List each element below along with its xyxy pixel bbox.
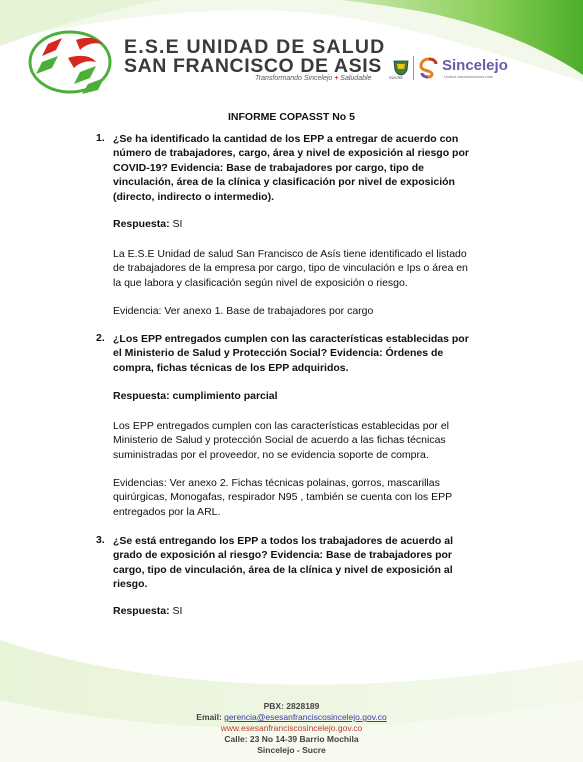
paragraph-line: de trabajadores de la empresa por cargo, tipo de vinculación e Ips o área en <box>113 262 468 275</box>
footer-website-link[interactable]: www.esesanfranciscosincelejo.gov.co <box>220 723 363 733</box>
department-seal-icon <box>392 58 410 76</box>
paragraph-line: Ministerio de Salud y protección Social de acuerdo a las fichas técnicas <box>113 434 446 447</box>
footer-address: Calle: 23 No 14-39 Barrio Mochila <box>224 734 359 744</box>
question-line: riesgo. <box>113 578 148 591</box>
answer-label: Respuesta: <box>113 605 170 617</box>
paragraph-line: Evidencia: Ver anexo 1. Base de trabajadores por cargo <box>113 305 374 317</box>
answer-label: Respuesta: <box>113 218 170 230</box>
org-logo-icon <box>28 28 116 96</box>
answer-1 <box>113 218 182 230</box>
answer-2-paragraph <box>113 419 504 462</box>
sincelejo-logo-icon <box>418 57 440 79</box>
answer-value: SI <box>169 605 183 617</box>
paragraph-line: quirúrgicas, Monogafas, respirador N95 , también se cuenta con los EPP <box>113 491 453 504</box>
question-line: ¿Se ha identificado la cantidad de los EPP a entregar de acuerdo con <box>113 133 459 145</box>
question-3-text <box>113 534 504 592</box>
org-name-line1: E.S.E UNIDAD DE SALUD <box>124 36 386 58</box>
org-tagline <box>255 75 371 82</box>
footer-email-link[interactable]: gerencia@esesanfranciscosincelejo.gov.co <box>224 712 387 722</box>
footer-pbx: PBX: 2828189 <box>263 701 320 711</box>
report-title: INFORME COPASST No 5 <box>228 111 355 123</box>
question-line: COVID-19? Evidencia: Base de trabajadores por cargo, tipo de <box>113 161 425 174</box>
paragraph-line: suministradas por el proveedor, no se evidencia soporte de compra. <box>113 448 429 461</box>
paragraph-line: Los EPP entregados cumplen con las características establecidas por el <box>113 420 449 432</box>
answer-1-evidence <box>113 304 504 318</box>
tagline-suffix: Saludable <box>338 75 372 82</box>
paragraph-line: La E.S.E Unidad de salud San Francisco de Asís tiene identificado el listado <box>113 248 467 260</box>
city-tagline: Unidos transformamos más <box>444 74 493 79</box>
question-2-text <box>113 332 504 375</box>
question-line: el Ministerio de Salud y Protección Social? Evidencia: Órdenes de <box>113 347 444 360</box>
footer-email <box>0 712 583 722</box>
footer-web <box>0 723 583 733</box>
paragraph-line: entregados por la ARL. <box>113 505 221 518</box>
answer-label: Respuesta: cumplimiento parcial <box>113 390 278 402</box>
question-line: ¿Los EPP entregados cumplen con las características establecidas por <box>113 333 469 345</box>
seal-caption: SUCRE <box>389 75 404 80</box>
paragraph-line: la que labora y clasificación según nivel de exposición o riesgo. <box>113 276 408 289</box>
question-line: (directo, indirecto o intermedio). <box>113 190 275 203</box>
header-divider <box>413 56 414 80</box>
footer-city: Sincelejo - Sucre <box>257 745 326 755</box>
question-number: 2. <box>96 332 105 344</box>
answer-3 <box>113 605 182 617</box>
footer-email-label: Email: <box>196 712 225 722</box>
tagline-plus: + <box>334 75 339 82</box>
question-number: 1. <box>96 132 105 144</box>
tagline-prefix: Transformando Sincelejo <box>255 75 335 82</box>
question-number: 3. <box>96 534 105 546</box>
answer-value: SI <box>169 218 183 230</box>
org-name-line2: SAN FRANCISCO DE ASIS <box>124 55 382 77</box>
question-1-text <box>113 132 504 204</box>
question-line: número de trabajadores, cargo, área y nivel de exposición al riesgo por <box>113 147 469 160</box>
paragraph-line: Evidencias: Ver anexo 2. Fichas técnicas polainas, gorros, mascarillas <box>113 477 440 489</box>
city-name: Sincelejo <box>442 57 508 74</box>
question-line: ¿Se está entregando los EPP a todos los trabajadores de acuerdo al <box>113 535 453 547</box>
answer-1-paragraph <box>113 247 504 290</box>
question-line: grado de exposición al riesgo? Evidencia: Base de trabajadores por <box>113 549 453 562</box>
question-line: compra, fichas técnicas de los EPP adquiridos. <box>113 361 349 374</box>
question-line: cargo, tipo de vinculación, área de la clínica y nivel de exposición al <box>113 563 453 576</box>
answer-2-evidence <box>113 476 504 519</box>
answer-2 <box>113 390 278 402</box>
question-line: vinculación, área de la clínica y clasificación por nivel de exposición <box>113 176 455 189</box>
